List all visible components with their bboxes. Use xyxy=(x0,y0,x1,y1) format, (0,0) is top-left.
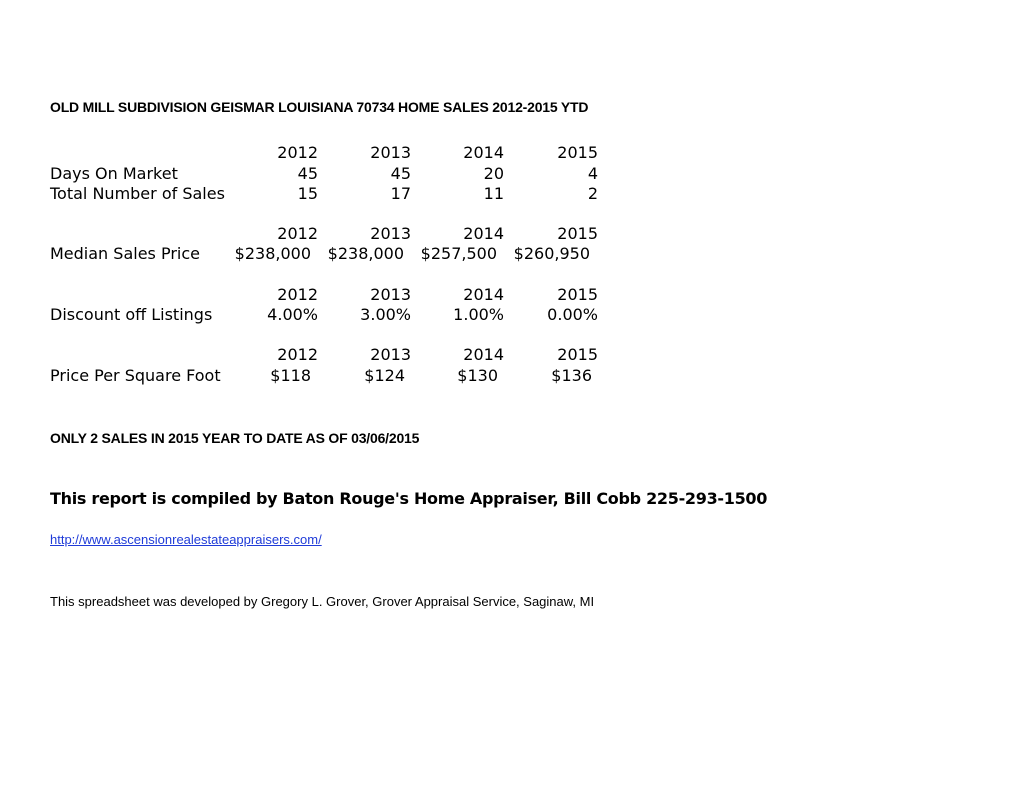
value-cell: 45 xyxy=(297,164,318,183)
value-cell: 2 xyxy=(587,184,598,203)
year-header: 2013 xyxy=(370,345,411,364)
year-header: 2015 xyxy=(557,345,598,364)
value-cell: 4 xyxy=(587,164,598,183)
year-header: 2014 xyxy=(463,224,504,243)
value-cell: 0.00% xyxy=(547,305,598,324)
year-header: 2013 xyxy=(370,143,411,162)
report-credit: This report is compiled by Baton Rouge's Home Appraiser, Bill Cobb 225-293-1500 xyxy=(50,489,768,508)
value-cell: $118 xyxy=(270,366,311,385)
value-cell: $136 xyxy=(551,366,592,385)
row-label-days-on-market: Days On Market xyxy=(50,164,178,183)
value-cell: $130 xyxy=(457,366,498,385)
year-header: 2013 xyxy=(370,224,411,243)
developer-credit: This spreadsheet was developed by Gregory L. Grover, Grover Appraisal Service, Saginaw, MI xyxy=(50,594,595,609)
year-header: 2014 xyxy=(463,143,504,162)
ytd-note: ONLY 2 SALES IN 2015 YEAR TO DATE AS OF 03/06/2015 xyxy=(50,430,420,446)
year-header: 2012 xyxy=(277,224,318,243)
row-label-discount-off-listings: Discount off Listings xyxy=(50,305,213,324)
value-cell: $260,950 xyxy=(513,244,590,263)
value-cell: 11 xyxy=(483,184,504,203)
year-header: 2014 xyxy=(463,285,504,304)
value-cell: 17 xyxy=(390,184,411,203)
year-header: 2014 xyxy=(463,345,504,364)
value-cell: 3.00% xyxy=(360,305,411,324)
row-label-total-sales: Total Number of Sales xyxy=(50,184,225,203)
website-link[interactable]: http://www.ascensionrealestateappraisers.com/ xyxy=(50,532,322,547)
year-header: 2015 xyxy=(557,285,598,304)
value-cell: 4.00% xyxy=(267,305,318,324)
value-cell: $238,000 xyxy=(327,244,404,263)
year-header: 2012 xyxy=(277,143,318,162)
year-header: 2013 xyxy=(370,285,411,304)
value-cell: $124 xyxy=(364,366,405,385)
year-header: 2012 xyxy=(277,345,318,364)
year-header: 2015 xyxy=(557,143,598,162)
value-cell: $257,500 xyxy=(420,244,497,263)
value-cell: 45 xyxy=(390,164,411,183)
value-cell: 15 xyxy=(297,184,318,203)
year-header: 2012 xyxy=(277,285,318,304)
value-cell: $238,000 xyxy=(234,244,311,263)
year-header: 2015 xyxy=(557,224,598,243)
value-cell: 1.00% xyxy=(453,305,504,324)
row-label-price-per-square-foot: Price Per Square Foot xyxy=(50,366,221,385)
row-label-median-sales-price: Median Sales Price xyxy=(50,244,200,263)
value-cell: 20 xyxy=(483,164,504,183)
report-title: OLD MILL SUBDIVISION GEISMAR LOUISIANA 70734 HOME SALES 2012-2015 YTD xyxy=(50,99,589,115)
